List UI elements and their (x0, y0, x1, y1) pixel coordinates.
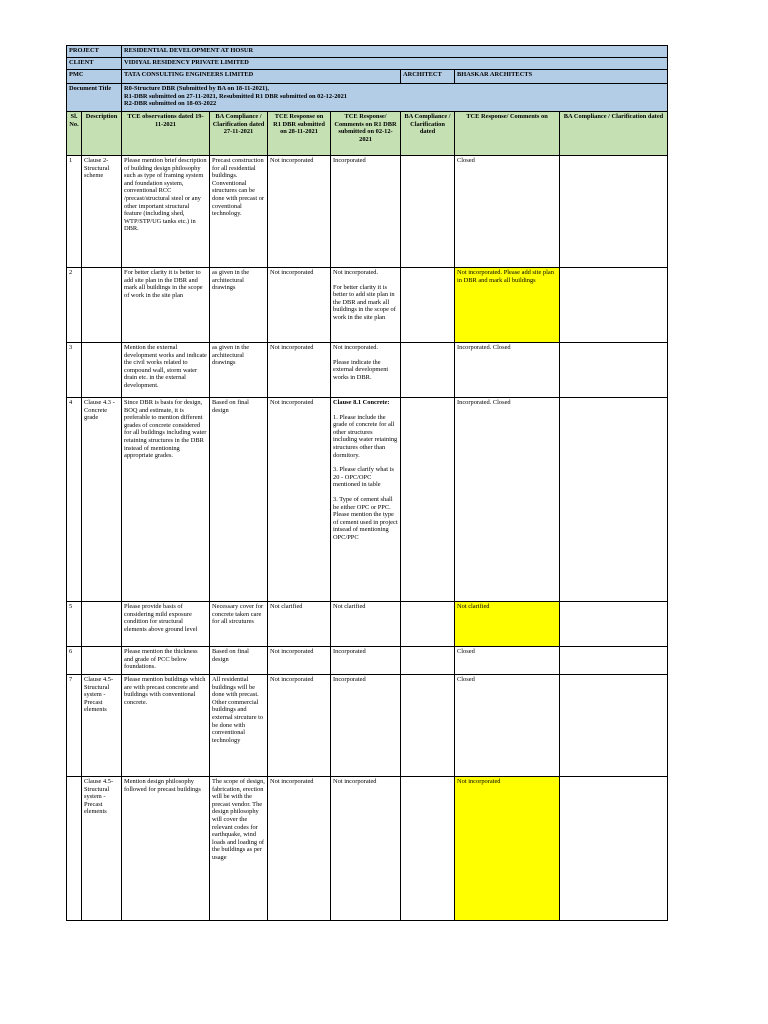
description-cell: Clause 2- Structural scheme (82, 156, 122, 268)
response-text: Please indicate the external development works in DBR. (333, 358, 389, 381)
tce-response-3-cell: Closed (455, 156, 560, 268)
col-tce-response-r1: TCE Response on R1 DBR submitted on 28-11-2021 (268, 112, 331, 156)
col-tce-response-2: TCE Response/ Comments on R1 DBR submitted on 02-12-2021 (331, 112, 401, 156)
project-value: RESIDENTIAL DEVELOPMENT AT HOSUR (122, 46, 668, 58)
col-sl-no: Sl. No. (67, 112, 82, 156)
ba-compliance-3-cell (560, 156, 668, 268)
tce-response-3-cell: Incorporated. Closed (455, 343, 560, 398)
sl-cell: 1 (67, 156, 82, 268)
project-label: PROJECT (67, 46, 122, 58)
description-cell: Clause 4.3 - Concrete grade (82, 398, 122, 602)
ba-compliance-2-cell (401, 777, 455, 921)
table-row (67, 602, 668, 647)
response-heading: Clause 8.1 Concrete: (333, 399, 390, 406)
table-row (67, 777, 668, 921)
tce-response-2-cell: Incorporated (331, 647, 401, 675)
ba-compliance-3-cell (560, 398, 668, 602)
tce-response-r1-cell: Not incorporated (268, 398, 331, 602)
col-ba-compliance-2: BA Compliance / Clarification dated (401, 112, 455, 156)
tce-response-2-cell (331, 268, 401, 343)
ba-compliance-3-cell (560, 777, 668, 921)
tce-response-r1-cell: Not clarified (268, 602, 331, 647)
architect-label: ARCHITECT (401, 70, 455, 84)
sl-cell (67, 777, 82, 921)
col-ba-compliance-1: BA Compliance / Clarification dated 27-11-2021 (210, 112, 268, 156)
col-ba-compliance-3: BA Compliance / Clarification dated (560, 112, 668, 156)
table-row (67, 647, 668, 675)
response-heading: Not incorporated. (333, 344, 379, 351)
response-heading: Not incorporated. (333, 269, 379, 276)
observation-cell: Please mention the thickness and grade of PCC below foundations. (122, 647, 210, 675)
tce-response-2-cell: Incorporated (331, 156, 401, 268)
ba-compliance-cell: Based on final design (210, 647, 268, 675)
ba-compliance-2-cell (401, 268, 455, 343)
observation-cell: Please mention brief description of building design philosophy such as type of framing system and foundation system, conventional RCC /precast/structural steel or any other important structural feature (including shed, WTP/STP/UG tanks etc.) in DBR. (122, 156, 210, 268)
document-title-value (122, 84, 668, 112)
column-header-row (67, 112, 668, 156)
observation-cell: Mention the external development works and indicate the civil works related to compound wall, storm water drain etc. in the external development. (122, 343, 210, 398)
ba-compliance-cell: All residential buildings will be done with precast. Other commercial buildings and external strcuture to be done with conventional technology (210, 675, 268, 777)
document-title-row (67, 84, 668, 112)
ba-compliance-cell: Precast construction for all residential buildings. Conventional structures can be done with precast or coventional technology. (210, 156, 268, 268)
tce-response-2-cell: Not clarified (331, 602, 401, 647)
table-row (67, 398, 668, 602)
observation-cell: Mention design philosophy followed for precast buildings (122, 777, 210, 921)
tce-response-2-cell (331, 398, 401, 602)
pmc-row (67, 70, 668, 84)
tce-response-3-cell: Closed (455, 675, 560, 777)
observation-cell: Since DBR is basis for design, BOQ and estimate, it is preferable to mention different grades of concrete considered for all buildings including water retaining structures in the DBR instead of mentioning appropriate grades. (122, 398, 210, 602)
ba-compliance-3-cell (560, 602, 668, 647)
tce-response-2-cell: Not incorporated (331, 777, 401, 921)
ba-compliance-3-cell (560, 647, 668, 675)
tce-response-r1-cell: Not incorporated (268, 675, 331, 777)
col-description: Description (82, 112, 122, 156)
sl-cell: 4 (67, 398, 82, 602)
doc-title-line-1: R0-Structure DBR (Submitted by BA on 18-11-2021), (124, 85, 269, 92)
sl-cell: 6 (67, 647, 82, 675)
sl-cell: 5 (67, 602, 82, 647)
architect-value: BHASKAR ARCHITECTS (455, 70, 668, 84)
description-cell (82, 268, 122, 343)
observation-cell: Please provide basis of considering mild exposure condition for structural elements above ground level (122, 602, 210, 647)
project-row (67, 46, 668, 58)
description-cell: Clause 4.5- Structural system - Precast elements (82, 675, 122, 777)
table-row (67, 675, 668, 777)
ba-compliance-2-cell (401, 343, 455, 398)
col-tce-response-3: TCE Response/ Comments on (455, 112, 560, 156)
table-row (67, 156, 668, 268)
observation-cell: For better clarity it is better to add site plan in the DBR and mark all buildings in the scope of work in the site plan (122, 268, 210, 343)
ba-compliance-2-cell (401, 156, 455, 268)
tce-response-r1-cell: Not incorporated (268, 156, 331, 268)
ba-compliance-3-cell (560, 675, 668, 777)
tce-response-3-cell: Not incorporated (455, 777, 560, 921)
description-cell (82, 602, 122, 647)
ba-compliance-cell: Necessary cover for concrete taken care for all strcutures (210, 602, 268, 647)
ba-compliance-2-cell (401, 602, 455, 647)
sl-cell: 2 (67, 268, 82, 343)
tce-response-3-cell: Not clarified (455, 602, 560, 647)
tce-response-3-cell: Incorporated. Closed (455, 398, 560, 602)
ba-compliance-cell: as given in the architectural drawings (210, 343, 268, 398)
table-row (67, 343, 668, 398)
pmc-label: PMC (67, 70, 122, 84)
tce-response-2-cell (331, 343, 401, 398)
description-cell (82, 343, 122, 398)
ba-compliance-cell: as given in the architectural drawings (210, 268, 268, 343)
tce-response-3-cell: Closed (455, 647, 560, 675)
dbr-comment-table (66, 45, 668, 921)
response-text: For better clarity it is better to add site plan in the DBR and mark all buildings in the scope of work in the site plan (333, 283, 396, 321)
doc-title-line-2: R1-DBR submitted on 27-11-2021, Resubmitted R1 DBR submitted on 02-12-2021 (124, 92, 347, 100)
sl-cell: 3 (67, 343, 82, 398)
ba-compliance-cell: The scope of design, fabrication, erection will be with the precast vendor. The design philosophy will cover the relevant codes for earthquake, wind loads and loading of the buildings as per usage (210, 777, 268, 921)
tce-response-r1-cell: Not incorporated (268, 343, 331, 398)
response-point-2: 3. Please clarify what is 20 - OPC/OPC mentioned in table (333, 466, 394, 489)
document-title-label: Document Title (67, 84, 122, 112)
description-cell: Clause 4.5- Structural system - Precast elements (82, 777, 122, 921)
client-label: CLIENT (67, 58, 122, 70)
col-tce-observations: TCE observations dated 19-11-2021 (122, 112, 210, 156)
client-value: VIDIYAL RESIDENCY PRIVATE LIMITED (122, 58, 668, 70)
description-cell (82, 647, 122, 675)
tce-response-r1-cell: Not incorporated (268, 777, 331, 921)
ba-compliance-3-cell (560, 268, 668, 343)
ba-compliance-2-cell (401, 398, 455, 602)
tce-response-r1-cell: Not incorporated (268, 647, 331, 675)
response-point-1: 1. Please include the grade of concrete for all other structures including water retaining structures other than dormitory. (333, 413, 398, 459)
observation-cell: Please mention buildings which are with precast concrete and buildings with conventional concrete. (122, 675, 210, 777)
ba-compliance-cell: Based on final design (210, 398, 268, 602)
ba-compliance-2-cell (401, 675, 455, 777)
table-row (67, 268, 668, 343)
pmc-value: TATA CONSULTING ENGINEERS LIMITED (122, 70, 401, 84)
response-point-3: 3. Type of cement shall be either OPC or PPC. Please mention the type of cement used in project intsead of mentioning OPC/PPC (333, 495, 398, 541)
doc-title-line-3: R2-DBR submitted on 18-03-2022 (124, 100, 217, 108)
ba-compliance-3-cell (560, 343, 668, 398)
ba-compliance-2-cell (401, 647, 455, 675)
tce-response-r1-cell: Not incorporated (268, 268, 331, 343)
tce-response-3-cell: Not incorporated. Please add site plan in DBR and mark all buildings (455, 268, 560, 343)
tce-response-2-cell: Incorporated (331, 675, 401, 777)
client-row (67, 58, 668, 70)
sl-cell: 7 (67, 675, 82, 777)
